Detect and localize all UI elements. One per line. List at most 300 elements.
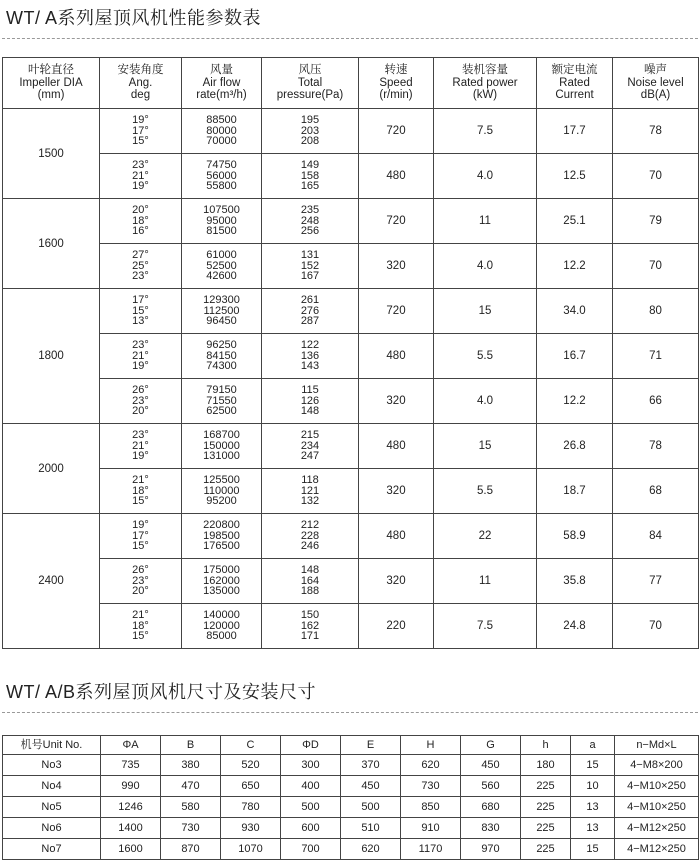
press-value: 228 xyxy=(300,529,320,542)
column-header xyxy=(3,58,100,109)
dimension-table-body xyxy=(3,755,699,860)
flow-value: 175000 xyxy=(203,564,240,577)
flow-value: 55800 xyxy=(206,180,237,193)
press-cell xyxy=(262,604,359,649)
ang-value: 18° xyxy=(132,214,149,227)
table-cell: 735 xyxy=(101,755,161,776)
press-cell xyxy=(262,379,359,424)
press-cell xyxy=(262,424,359,469)
table-cell: 1070 xyxy=(221,839,281,860)
impeller-dia-cell: 2400 xyxy=(3,514,100,649)
power-cell: 5.5 xyxy=(434,334,537,379)
press-value: 188 xyxy=(300,585,320,598)
table-cell: 1246 xyxy=(101,797,161,818)
table-row xyxy=(3,797,699,818)
table-cell: 10 xyxy=(571,776,615,797)
noise-cell: 66 xyxy=(613,379,699,424)
table-cell: 225 xyxy=(521,818,571,839)
table-cell: 225 xyxy=(521,839,571,860)
header-line: rate(m³/h) xyxy=(196,89,247,102)
ang-cell xyxy=(100,514,182,559)
ang-value: 23° xyxy=(132,339,149,352)
press-value: 148 xyxy=(300,405,320,418)
flow-value: 125500 xyxy=(203,474,240,487)
column-header: ΦA xyxy=(101,736,161,755)
flow-value: 176500 xyxy=(203,540,240,553)
table-cell: 830 xyxy=(461,818,521,839)
dimension-table-header xyxy=(3,736,699,755)
column-header: C xyxy=(221,736,281,755)
table-cell: 450 xyxy=(461,755,521,776)
header-line: (kW) xyxy=(472,89,498,102)
header-row xyxy=(3,58,699,109)
ang-cell xyxy=(100,334,182,379)
table-cell: 180 xyxy=(521,755,571,776)
ang-cell xyxy=(100,109,182,154)
ang-value: 19° xyxy=(132,519,149,532)
current-cell: 26.8 xyxy=(537,424,613,469)
press-cell xyxy=(262,289,359,334)
table-cell: 620 xyxy=(401,755,461,776)
power-cell: 15 xyxy=(434,289,537,334)
ang-value: 26° xyxy=(132,564,149,577)
table-cell: 300 xyxy=(281,755,341,776)
table-cell: 680 xyxy=(461,797,521,818)
table-row xyxy=(3,818,699,839)
flow-value: 81500 xyxy=(206,225,237,238)
column-header xyxy=(182,58,262,109)
noise-cell: 70 xyxy=(613,604,699,649)
flow-value: 84150 xyxy=(206,349,237,362)
column-header xyxy=(262,58,359,109)
ang-value: 18° xyxy=(132,484,149,497)
table-row xyxy=(3,559,699,604)
table-cell: 13 xyxy=(571,818,615,839)
ang-cell xyxy=(100,154,182,199)
table-cell: 4−M12×250 xyxy=(615,839,699,860)
header-line: deg xyxy=(130,89,151,102)
press-value: 203 xyxy=(300,124,320,137)
ang-value: 19° xyxy=(132,360,149,373)
power-cell: 5.5 xyxy=(434,469,537,514)
flow-value: 150000 xyxy=(203,439,240,452)
flow-value: 107500 xyxy=(203,204,240,217)
table-row xyxy=(3,469,699,514)
table-row xyxy=(3,109,699,154)
power-cell: 22 xyxy=(434,514,537,559)
table-cell: 850 xyxy=(401,797,461,818)
table-cell: 500 xyxy=(341,797,401,818)
flow-cell xyxy=(182,469,262,514)
flow-cell xyxy=(182,289,262,334)
table-cell: 560 xyxy=(461,776,521,797)
ang-value: 19° xyxy=(132,450,149,463)
press-value: 121 xyxy=(300,484,320,497)
column-header xyxy=(100,58,182,109)
table-cell: 380 xyxy=(161,755,221,776)
table-cell: 450 xyxy=(341,776,401,797)
ang-value: 23° xyxy=(132,429,149,442)
ang-value: 20° xyxy=(132,585,149,598)
flow-value: 79150 xyxy=(206,384,237,397)
speed-cell: 720 xyxy=(359,109,434,154)
column-header: B xyxy=(161,736,221,755)
speed-cell: 320 xyxy=(359,379,434,424)
power-cell: 4.0 xyxy=(434,379,537,424)
ang-value: 23° xyxy=(132,394,149,407)
column-header xyxy=(434,58,537,109)
header-line: (r/min) xyxy=(379,89,413,102)
ang-cell xyxy=(100,559,182,604)
flow-value: 168700 xyxy=(203,429,240,442)
flow-cell xyxy=(182,154,262,199)
flow-value: 96450 xyxy=(206,315,237,328)
flow-value: 88500 xyxy=(206,114,237,127)
table-cell: 650 xyxy=(221,776,281,797)
noise-cell: 70 xyxy=(613,154,699,199)
header-line: dB(A) xyxy=(640,89,671,102)
table-cell: 400 xyxy=(281,776,341,797)
table-row xyxy=(3,154,699,199)
table-cell: No5 xyxy=(3,797,101,818)
noise-cell: 79 xyxy=(613,199,699,244)
header-line: 叶轮直径 xyxy=(28,64,74,77)
ang-value: 17° xyxy=(132,294,149,307)
impeller-dia-cell: 1500 xyxy=(3,109,100,199)
speed-cell: 720 xyxy=(359,289,434,334)
ang-value: 19° xyxy=(132,114,149,127)
ang-value: 17° xyxy=(132,529,149,542)
press-value: 248 xyxy=(300,214,320,227)
table-cell: 990 xyxy=(101,776,161,797)
table-cell: 600 xyxy=(281,818,341,839)
press-value: 136 xyxy=(300,349,320,362)
power-cell: 15 xyxy=(434,424,537,469)
flow-cell xyxy=(182,109,262,154)
table-row xyxy=(3,424,699,469)
noise-cell: 70 xyxy=(613,244,699,289)
table-cell: 370 xyxy=(341,755,401,776)
press-cell xyxy=(262,154,359,199)
header-line: 风压 xyxy=(298,64,322,77)
table-cell: 910 xyxy=(401,818,461,839)
press-value: 132 xyxy=(300,495,320,508)
ang-value: 15° xyxy=(132,630,149,643)
ang-cell xyxy=(100,469,182,514)
column-header xyxy=(613,58,699,109)
flow-cell xyxy=(182,559,262,604)
table-row xyxy=(3,839,699,860)
table-cell: 520 xyxy=(221,755,281,776)
power-cell: 11 xyxy=(434,559,537,604)
dimension-table xyxy=(2,735,699,860)
press-value: 152 xyxy=(300,259,320,272)
flow-value: 42600 xyxy=(206,270,237,283)
current-cell: 12.5 xyxy=(537,154,613,199)
header-line: pressure(Pa) xyxy=(276,89,344,102)
ang-value: 13° xyxy=(132,315,149,328)
table-cell: 780 xyxy=(221,797,281,818)
ang-cell xyxy=(100,424,182,469)
press-value: 162 xyxy=(300,619,320,632)
press-value: 148 xyxy=(300,564,320,577)
header-line: (mm) xyxy=(37,89,65,102)
power-cell: 4.0 xyxy=(434,154,537,199)
table-cell: 1170 xyxy=(401,839,461,860)
flow-value: 95000 xyxy=(206,214,237,227)
ang-cell xyxy=(100,289,182,334)
title-divider xyxy=(2,38,698,39)
speed-cell: 480 xyxy=(359,334,434,379)
current-cell: 35.8 xyxy=(537,559,613,604)
performance-table-title: WT/ A系列屋顶风机性能参数表 xyxy=(6,8,261,28)
header-line: Speed xyxy=(379,76,413,89)
power-cell: 4.0 xyxy=(434,244,537,289)
current-cell: 18.7 xyxy=(537,469,613,514)
press-value: 276 xyxy=(300,304,320,317)
dimension-table-title: WT/ A/B系列屋顶风机尺寸及安装尺寸 xyxy=(6,682,317,702)
current-cell: 24.8 xyxy=(537,604,613,649)
flow-value: 62500 xyxy=(206,405,237,418)
flow-value: 74300 xyxy=(206,360,237,373)
table-cell: 730 xyxy=(401,776,461,797)
flow-cell xyxy=(182,604,262,649)
header-line: Impeller DIA xyxy=(19,76,83,89)
table-cell: 730 xyxy=(161,818,221,839)
current-cell: 16.7 xyxy=(537,334,613,379)
current-cell: 17.7 xyxy=(537,109,613,154)
header-line: Ang. xyxy=(128,76,153,89)
ang-value: 18° xyxy=(132,619,149,632)
flow-value: 220800 xyxy=(203,519,240,532)
table-cell: 510 xyxy=(341,818,401,839)
table-cell: 870 xyxy=(161,839,221,860)
header-line: 风量 xyxy=(210,64,233,77)
press-value: 247 xyxy=(300,450,320,463)
speed-cell: 320 xyxy=(359,244,434,289)
column-header xyxy=(537,58,613,109)
table-row xyxy=(3,776,699,797)
press-value: 235 xyxy=(300,204,320,217)
flow-value: 74750 xyxy=(206,159,237,172)
press-value: 131 xyxy=(300,249,320,262)
press-value: 143 xyxy=(300,360,320,373)
performance-table xyxy=(2,57,699,649)
press-value: 115 xyxy=(301,384,319,397)
table-cell: 225 xyxy=(521,776,571,797)
table-row xyxy=(3,334,699,379)
current-cell: 25.1 xyxy=(537,199,613,244)
table-cell: 700 xyxy=(281,839,341,860)
title-divider xyxy=(2,712,698,713)
current-cell: 12.2 xyxy=(537,379,613,424)
ang-value: 26° xyxy=(132,384,149,397)
header-line: Air flow xyxy=(202,76,241,89)
press-value: 150 xyxy=(300,609,320,622)
header-line: Current xyxy=(555,89,594,102)
press-value: 246 xyxy=(300,540,320,553)
current-cell: 34.0 xyxy=(537,289,613,334)
header-line: 安装角度 xyxy=(117,64,164,77)
noise-cell: 68 xyxy=(613,469,699,514)
flow-value: 131000 xyxy=(203,450,240,463)
impeller-dia-cell: 2000 xyxy=(3,424,100,514)
flow-value: 120000 xyxy=(203,619,240,632)
table-cell: 13 xyxy=(571,797,615,818)
flow-value: 52500 xyxy=(206,259,237,272)
column-header: n−Md×L xyxy=(615,736,699,755)
press-value: 164 xyxy=(300,574,320,587)
ang-value: 16° xyxy=(132,225,149,238)
header-line: 装机容量 xyxy=(462,64,508,77)
press-value: 167 xyxy=(300,270,320,283)
performance-table-header xyxy=(3,58,699,109)
table-row xyxy=(3,604,699,649)
press-value: 158 xyxy=(300,169,320,182)
speed-cell: 480 xyxy=(359,154,434,199)
ang-value: 20° xyxy=(132,204,149,217)
power-cell: 7.5 xyxy=(434,109,537,154)
press-cell xyxy=(262,469,359,514)
header-line: 转速 xyxy=(384,64,408,77)
header-line: Total xyxy=(297,76,323,89)
speed-cell: 480 xyxy=(359,424,434,469)
table-cell: 1600 xyxy=(101,839,161,860)
ang-cell xyxy=(100,199,182,244)
ang-value: 23° xyxy=(132,159,149,172)
press-cell xyxy=(262,109,359,154)
table-cell: 15 xyxy=(571,839,615,860)
ang-value: 21° xyxy=(132,609,149,622)
ang-value: 15° xyxy=(132,135,149,148)
speed-cell: 480 xyxy=(359,514,434,559)
table-cell: 4−M12×250 xyxy=(615,818,699,839)
ang-cell xyxy=(100,379,182,424)
column-header: E xyxy=(341,736,401,755)
ang-value: 23° xyxy=(132,270,149,283)
table-cell: 225 xyxy=(521,797,571,818)
press-value: 122 xyxy=(300,339,320,352)
table-cell: 4−M10×250 xyxy=(615,776,699,797)
current-cell: 58.9 xyxy=(537,514,613,559)
ang-value: 15° xyxy=(132,540,149,553)
table-cell: 930 xyxy=(221,818,281,839)
column-header: 机号Unit No. xyxy=(3,736,101,755)
table-row xyxy=(3,289,699,334)
header-line: 额定电流 xyxy=(551,64,598,77)
press-value: 234 xyxy=(300,439,320,452)
table-cell: 580 xyxy=(161,797,221,818)
speed-cell: 320 xyxy=(359,559,434,604)
press-value: 208 xyxy=(300,135,320,148)
flow-value: 110000 xyxy=(203,484,240,497)
flow-value: 56000 xyxy=(206,169,237,182)
ang-value: 21° xyxy=(132,474,149,487)
flow-value: 61000 xyxy=(206,249,237,262)
table-cell: 4−M8×200 xyxy=(615,755,699,776)
ang-cell xyxy=(100,604,182,649)
ang-value: 17° xyxy=(132,124,149,137)
flow-cell xyxy=(182,244,262,289)
ang-value: 15° xyxy=(132,304,149,317)
table-row xyxy=(3,755,699,776)
press-cell xyxy=(262,199,359,244)
header-line: Rated power xyxy=(452,76,518,89)
flow-cell xyxy=(182,514,262,559)
press-value: 195 xyxy=(300,114,320,127)
press-value: 256 xyxy=(300,225,320,238)
noise-cell: 78 xyxy=(613,424,699,469)
table-cell: 620 xyxy=(341,839,401,860)
flow-value: 162000 xyxy=(203,574,240,587)
column-header: h xyxy=(521,736,571,755)
speed-cell: 720 xyxy=(359,199,434,244)
table-cell: No7 xyxy=(3,839,101,860)
flow-value: 96250 xyxy=(206,339,237,352)
table-cell: 15 xyxy=(571,755,615,776)
flow-value: 135000 xyxy=(203,585,240,598)
speed-cell: 320 xyxy=(359,469,434,514)
table-row xyxy=(3,379,699,424)
press-value: 126 xyxy=(300,394,320,407)
flow-value: 140000 xyxy=(203,609,240,622)
press-cell xyxy=(262,559,359,604)
ang-value: 27° xyxy=(132,249,149,262)
ang-value: 15° xyxy=(132,495,149,508)
header-row xyxy=(3,736,699,755)
table-cell: No4 xyxy=(3,776,101,797)
ang-cell xyxy=(100,244,182,289)
noise-cell: 78 xyxy=(613,109,699,154)
press-value: 149 xyxy=(300,159,320,172)
header-line: 噪声 xyxy=(644,64,667,77)
table-cell: 500 xyxy=(281,797,341,818)
power-cell: 11 xyxy=(434,199,537,244)
impeller-dia-cell: 1800 xyxy=(3,289,100,424)
flow-value: 80000 xyxy=(206,124,237,137)
performance-table-body xyxy=(3,109,699,649)
header-line: Noise level xyxy=(627,76,684,89)
flow-cell xyxy=(182,424,262,469)
press-value: 261 xyxy=(300,294,320,307)
press-value: 118 xyxy=(301,474,319,487)
flow-value: 112500 xyxy=(203,304,240,317)
impeller-dia-cell: 1600 xyxy=(3,199,100,289)
table-cell: 470 xyxy=(161,776,221,797)
noise-cell: 84 xyxy=(613,514,699,559)
ang-value: 19° xyxy=(132,180,149,193)
table-row xyxy=(3,244,699,289)
speed-cell: 220 xyxy=(359,604,434,649)
flow-value: 129300 xyxy=(203,294,240,307)
noise-cell: 77 xyxy=(613,559,699,604)
table-cell: 970 xyxy=(461,839,521,860)
column-header: H xyxy=(401,736,461,755)
press-value: 287 xyxy=(300,315,320,328)
flow-value: 95200 xyxy=(206,495,237,508)
press-value: 165 xyxy=(300,180,320,193)
table-cell: No3 xyxy=(3,755,101,776)
header-line: Rated xyxy=(559,76,590,89)
table-row xyxy=(3,199,699,244)
ang-value: 21° xyxy=(132,169,149,182)
press-value: 212 xyxy=(300,519,320,532)
press-cell xyxy=(262,514,359,559)
power-cell: 7.5 xyxy=(434,604,537,649)
flow-cell xyxy=(182,199,262,244)
current-cell: 12.2 xyxy=(537,244,613,289)
column-header: a xyxy=(571,736,615,755)
